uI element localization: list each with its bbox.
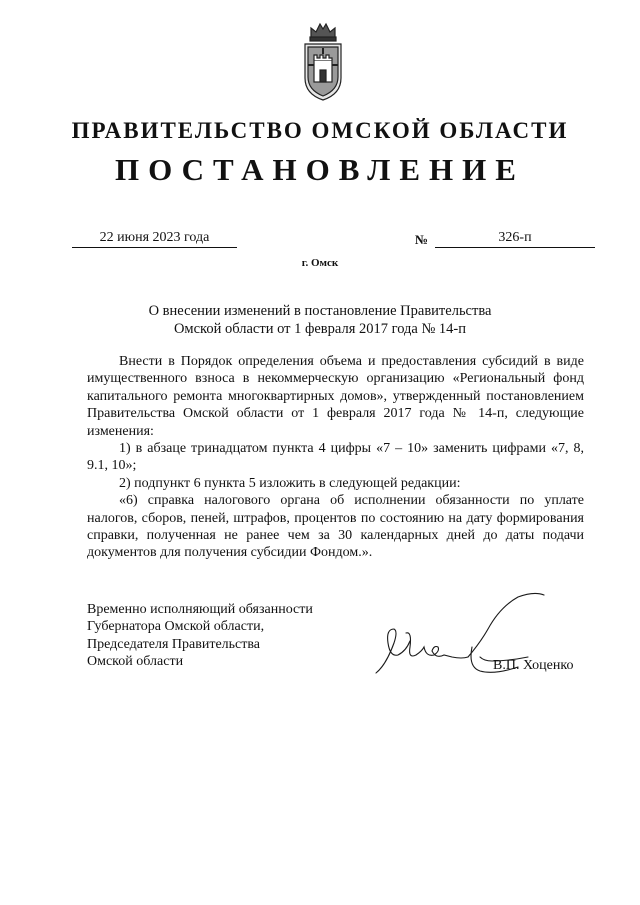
issue-city: г. Омск — [301, 257, 339, 269]
body-paragraph: «6) справка налогового органа об исполнении обязанности по уплате налогов, сборов, пеней, штрафов, процентов по состоянию на дату формирования справки, полученная не ранее чем за 30 календарных дней до даты подачи документов для получения субсидии Фондом.». — [87, 493, 584, 561]
document-date: 22 июня 2023 года — [72, 230, 237, 248]
body-paragraph: Внести в Порядок определения объема и предоставления субсидий в виде имущественного взноса в некоммерческую организацию «Региональный фонд капитального ремонта многоквартирных домов», утвержденный постановлением Правительства Омской области от 1 февраля 2017 года № 14-п, следующие изменения: — [87, 354, 584, 439]
signer-name: В.П. Хоценко — [493, 658, 574, 673]
document-body — [87, 353, 584, 562]
subject-line: Омской области от 1 февраля 2017 года № 14-п — [173, 321, 467, 337]
document-type-title: ПОСТАНОВЛЕНИЕ — [115, 152, 525, 187]
position-line: Губернатора Омской области, — [87, 619, 265, 635]
number-sign: № — [415, 232, 429, 247]
body-paragraph: 1) в абзаце тринадцатом пункта 4 цифры «7 – 10» заменить цифрами «7, 8, 9.1, 10»; — [87, 441, 584, 474]
position-line: Омской области — [87, 654, 184, 670]
position-line: Председателя Правительства — [87, 636, 261, 652]
body-paragraph: 2) подпункт 6 пункта 5 изложить в следующей редакции: — [119, 475, 461, 491]
position-line: Временно исполняющий обязанности — [87, 602, 313, 617]
document-number: 326-п — [435, 230, 595, 248]
government-title: ПРАВИТЕЛЬСТВО ОМСКОЙ ОБЛАСТИ — [71, 118, 569, 143]
document-subject — [0, 302, 640, 338]
subject-line: О внесении изменений в постановление Правительства — [148, 303, 492, 319]
coat-of-arms-icon — [299, 20, 347, 104]
signatory-position — [87, 601, 313, 671]
